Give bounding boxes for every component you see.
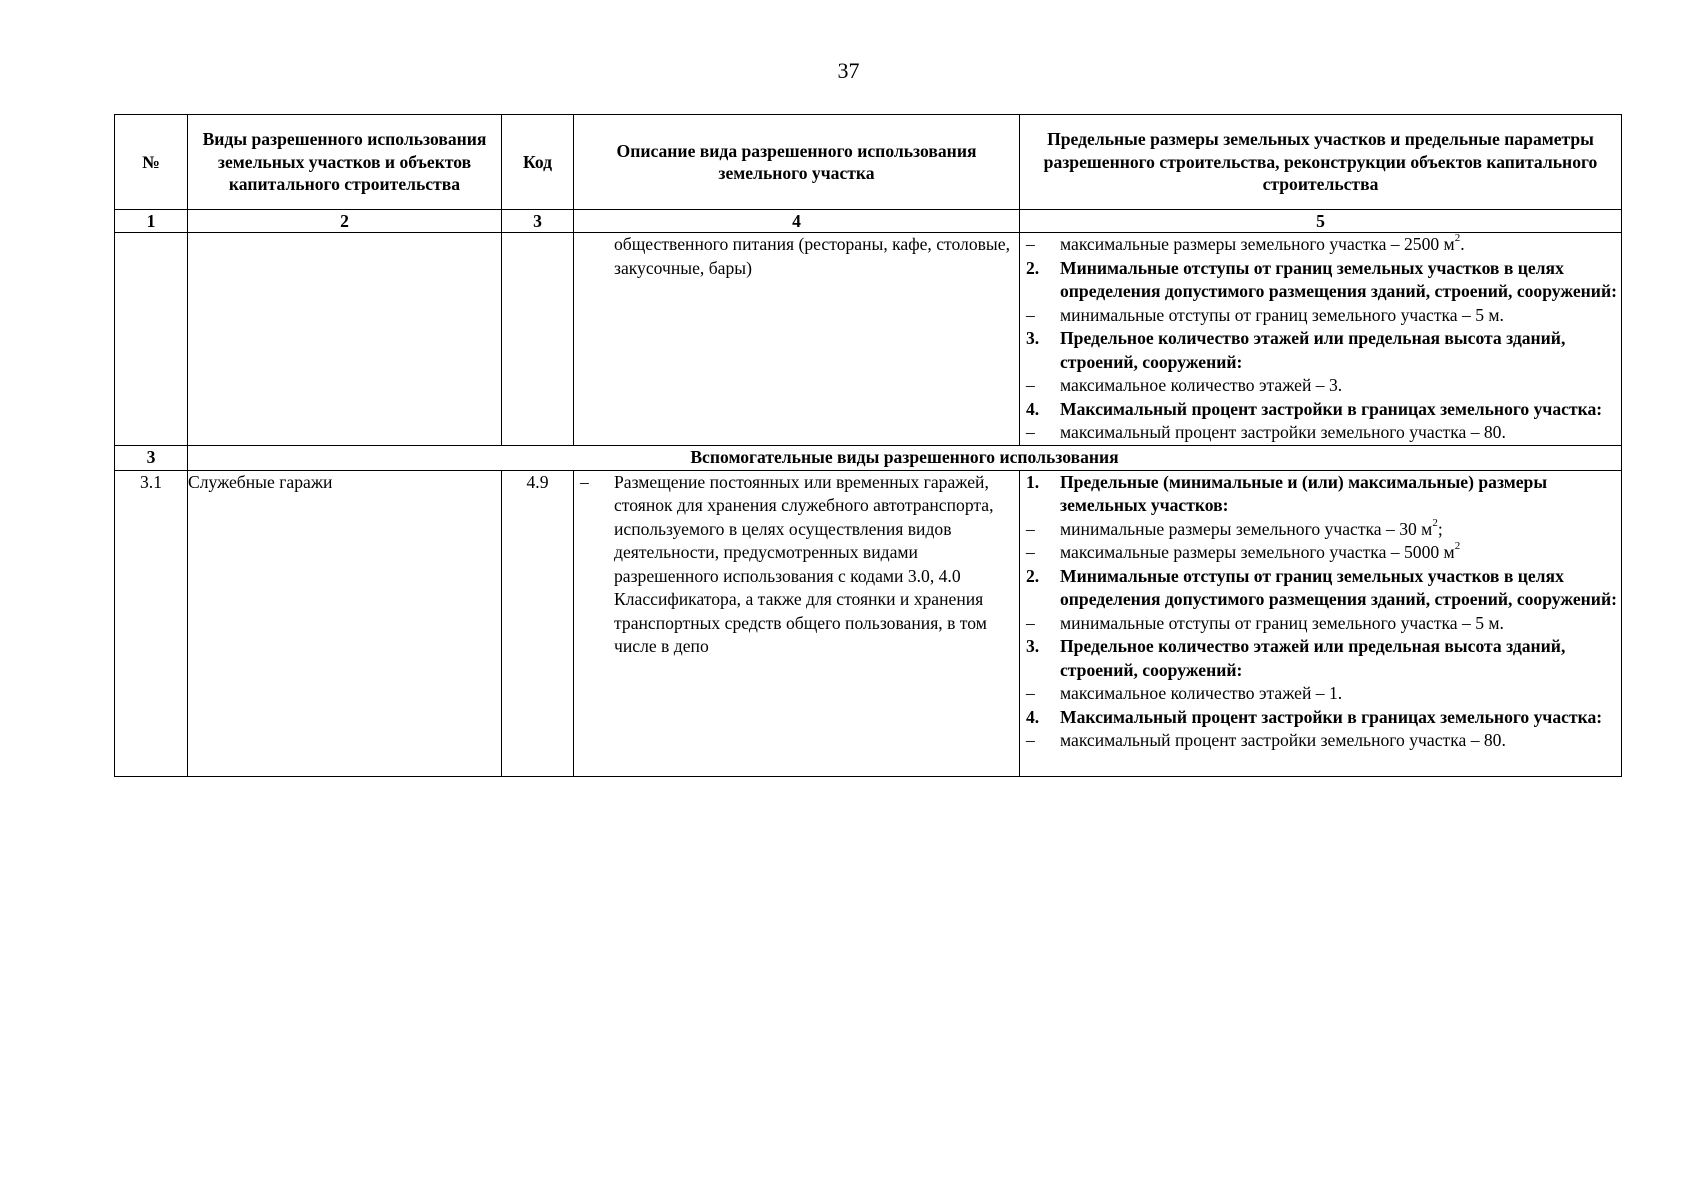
table-header-row — [115, 115, 1622, 210]
column-number: 4 — [574, 210, 1020, 233]
parameter-text: максимальные размеры земельного участка – 2500 $м^2$. — [1060, 232, 1465, 254]
header-description: Описание вида разрешенного использования земельного участка — [574, 115, 1020, 210]
dash-marker: – — [580, 471, 589, 492]
parameter-item — [1020, 729, 1621, 753]
group-number: 3 — [115, 445, 188, 470]
parameter-heading — [1020, 257, 1621, 304]
parameter-text: Минимальные отступы от границ земельных участков в целях определения допустимого размещения зданий, строений, сооружений: — [1060, 257, 1617, 301]
column-number: 2 — [188, 210, 502, 233]
dash-marker: – — [1026, 730, 1035, 750]
parameter-text: максимальное количество этажей – 1. — [1060, 683, 1343, 703]
parameter-heading — [1020, 706, 1621, 730]
parameters-cell — [1020, 233, 1622, 446]
parameter-item — [1020, 612, 1621, 636]
column-numbers-row — [115, 210, 1622, 233]
parameter-heading — [1020, 471, 1621, 518]
parameter-heading — [1020, 327, 1621, 374]
empty-cell — [502, 233, 574, 446]
dash-marker: – — [1026, 683, 1035, 703]
row-use-name: Служебные гаражи — [188, 470, 502, 776]
dash-marker: – — [1026, 518, 1035, 539]
parameter-text: Предельное количество этажей или предельная высота зданий, строений, сооружений: — [1060, 328, 1566, 372]
parameter-item — [1020, 682, 1621, 706]
parameter-text: Максимальный процент застройки в границах земельного участка: — [1060, 706, 1603, 727]
description-text: общественного питания (рестораны, кафе, столовые, закусочные, бары) — [614, 234, 1010, 278]
dash-marker: – — [1026, 375, 1035, 395]
parameter-item — [1020, 421, 1621, 445]
parameter-text: минимальные отступы от границ земельного участка – 5 м. — [1060, 612, 1504, 633]
empty-cell — [188, 233, 502, 446]
parameter-text: максимальные размеры земельного участка – 5000 $м^2$ — [1060, 540, 1461, 562]
group-row — [115, 445, 1622, 470]
item-number: 3. — [1026, 328, 1040, 348]
page-number: 37 — [837, 58, 860, 83]
description-cell — [574, 233, 1020, 446]
header-number: № — [115, 115, 188, 210]
land-use-table — [114, 114, 1622, 777]
parameter-item — [1020, 518, 1621, 542]
item-number: 3. — [1026, 636, 1040, 656]
parameter-text: минимальные отступы от границ земельного участка – 5 м. — [1060, 304, 1504, 325]
dash-marker: – — [1026, 304, 1035, 325]
description-cell — [574, 470, 1020, 776]
parameter-heading — [1020, 635, 1621, 682]
parameter-text: минимальные размеры земельного участка – 30 $м^2$; — [1060, 516, 1443, 539]
parameter-text: Минимальные отступы от границ земельных участков в целях определения допустимого размещения зданий, строений, сооружений: — [1060, 565, 1617, 609]
item-number: 4. — [1026, 706, 1040, 727]
description-text: Размещение постоянных или временных гаражей, стоянок для хранения служебного автотранспорта, используемого в целях осуществления видов деятельности, предусмотренных видами разрешенного использования с кодами 3.0, 4.0 Классификатора, а также для стоянки и хранения транспортных средств общего пользования, в том числе в депо — [614, 471, 994, 656]
parameters-list — [1020, 471, 1621, 753]
header-code: Код — [502, 115, 574, 210]
item-number: 1. — [1026, 471, 1040, 492]
parameters-cell — [1020, 470, 1622, 776]
row-number: 3.1 — [115, 470, 188, 776]
continuation-row — [115, 233, 1622, 446]
superscript: 2 — [1454, 540, 1461, 553]
parameter-heading — [1020, 398, 1621, 422]
column-number: 5 — [1020, 210, 1622, 233]
parameter-item — [1020, 374, 1621, 398]
empty-cell — [115, 233, 188, 446]
parameter-text: максимальный процент застройки земельного участка – 80. — [1060, 730, 1506, 750]
row-code: 4.9 — [502, 470, 574, 776]
parameter-text: Максимальный процент застройки в границах земельного участка: — [1060, 398, 1603, 419]
item-number: 2. — [1026, 257, 1040, 278]
column-number: 1 — [115, 210, 188, 233]
parameter-text: максимальный процент застройки земельного участка – 80. — [1060, 422, 1506, 442]
item-number: 2. — [1026, 565, 1040, 586]
superscript: 2 — [1454, 232, 1461, 245]
dash-marker: – — [1026, 612, 1035, 633]
group-title: Вспомогательные виды разрешенного использования — [188, 445, 1622, 470]
dash-marker: – — [1026, 542, 1035, 562]
column-number: 3 — [502, 210, 574, 233]
dash-marker: – — [1026, 234, 1035, 254]
parameter-text: Предельные (минимальные и (или) максимальные) размеры земельных участков: — [1060, 471, 1548, 515]
superscript: 2 — [1432, 516, 1438, 529]
parameters-list — [1020, 233, 1621, 445]
parameter-heading — [1020, 565, 1621, 612]
header-use-type: Виды разрешенного использования земельных участков и объектов капитального строительства — [188, 115, 502, 210]
parameter-item — [1020, 541, 1621, 565]
header-parameters: Предельные размеры земельных участков и предельные параметры разрешенного строительства, реконструкции объектов капитального строительства — [1020, 115, 1622, 210]
parameter-text: Предельное количество этажей или предельная высота зданий, строений, сооружений: — [1060, 636, 1566, 680]
dash-marker: – — [1026, 422, 1035, 442]
parameter-text: максимальное количество этажей – 3. — [1060, 375, 1343, 395]
item-number: 4. — [1026, 398, 1040, 419]
table-row — [115, 470, 1622, 776]
parameter-item — [1020, 304, 1621, 328]
parameter-item — [1020, 233, 1621, 257]
